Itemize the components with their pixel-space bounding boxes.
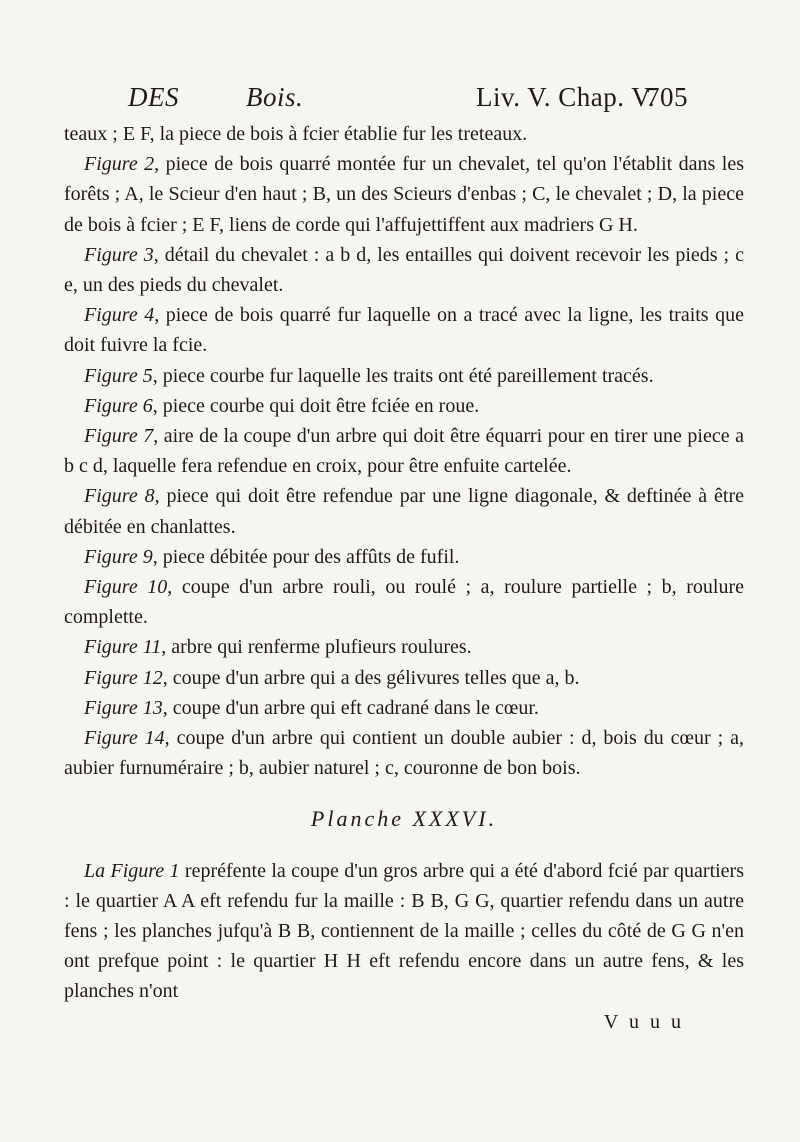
page-number: 705	[646, 82, 688, 112]
figure-label: Figure 12	[84, 666, 163, 689]
page-body	[64, 119, 744, 1037]
paragraph-figure-4: Figure 4, piece de bois quarré fur laquelle on a tracé avec la ligne, les traits que doit fuivre la fcie.	[64, 304, 744, 357]
paragraph-figure-12: Figure 12, coupe d'un arbre qui a des gélivures telles que a, b.	[84, 666, 580, 689]
figure-label: La Figure 1	[84, 859, 180, 882]
figure-label: Figure 6	[84, 394, 153, 417]
header-des: DES	[128, 82, 179, 112]
header-bois: Bois.	[246, 82, 304, 112]
paragraph-figure-11: Figure 11, arbre qui renferme plufieurs roulures.	[84, 636, 472, 659]
paragraph-figure-13: Figure 13, coupe d'un arbre qui eft cadrané dans le cœur.	[84, 696, 539, 719]
figure-label: Figure 2	[84, 153, 155, 176]
figure-label: Figure 4	[84, 304, 155, 327]
paragraph-figure-14: Figure 14, coupe d'un arbre qui contient un double aubier : d, bois du cœur ; a, aubier furnuméraire ; b, aubier naturel ; c, couronne de bon bois.	[64, 727, 744, 780]
paragraph-figure-5: Figure 5, piece courbe fur laquelle les traits ont été pareillement tracés.	[84, 364, 654, 387]
figure-label: Figure 8	[84, 485, 155, 508]
figure-label: Figure 10	[84, 576, 168, 599]
running-header	[128, 82, 688, 116]
figure-label: Figure 14	[84, 727, 165, 750]
figure-label: Figure 5	[84, 364, 153, 387]
paragraph-figure-3: Figure 3, détail du chevalet : a b d, les entailles qui doivent recevoir les pieds ; c e, un des pieds du chevalet.	[64, 243, 744, 297]
paragraph-1: teaux ; E F, la piece de bois à fcier établie fur les treteaux.	[64, 123, 528, 145]
paragraph-figure-8: Figure 8, piece qui doit être refendue par une ligne diagonale, & deftinée à être débitée en chanlattes.	[64, 485, 744, 538]
figure-label: Figure 7	[84, 425, 154, 448]
paragraph-figure-10: Figure 10, coupe d'un arbre rouli, ou roulé ; a, roulure partielle ; b, roulure complette.	[64, 576, 744, 629]
paragraph-plate-figure-1: La Figure 1 repréfente la coupe d'un gros arbre qui a été d'abord fcié par quartiers : le quartier A A eft refendu fur la maille : B B, G G, quartier refendu dans un autre fens ; les planches jufqu'à B B, contiennent de la maille ; celles du côté de G G n'en ont prefque point : le quartier H H eft refendu encore dans un autre fens, & les planches n'ont	[64, 859, 745, 1003]
paragraph-figure-9: Figure 9, piece débitée pour des affûts de fufil.	[84, 545, 460, 568]
figure-label: Figure 13	[84, 696, 163, 719]
paragraph-figure-7: Figure 7, aire de la coupe d'un arbre qui doit être équarri pour en tirer une piece a b c d, laquelle fera refendue en croix, pour être enfuite cartelée.	[64, 425, 744, 478]
header-chapter: Liv. V. Chap. V.	[476, 82, 656, 112]
signature-mark: V u u u	[603, 1010, 684, 1033]
figure-label: Figure 11	[84, 636, 162, 659]
paragraph-figure-6: Figure 6, piece courbe qui doit être fciée en roue.	[84, 394, 480, 417]
figure-label: Figure 3	[84, 243, 154, 266]
figure-label: Figure 9	[84, 545, 153, 568]
paragraph-figure-2: Figure 2, piece de bois quarré montée fur un chevalet, tel qu'on l'établit dans les forêts ; A, le Scieur d'en haut ; B, un des Scieurs d'enbas ; C, le chevalet ; D, la piece de bois à fcier ; E F, liens de corde qui l'affujettiffent aux madriers G H.	[64, 153, 744, 236]
plate-heading: Planche XXXVI.	[310, 806, 498, 832]
